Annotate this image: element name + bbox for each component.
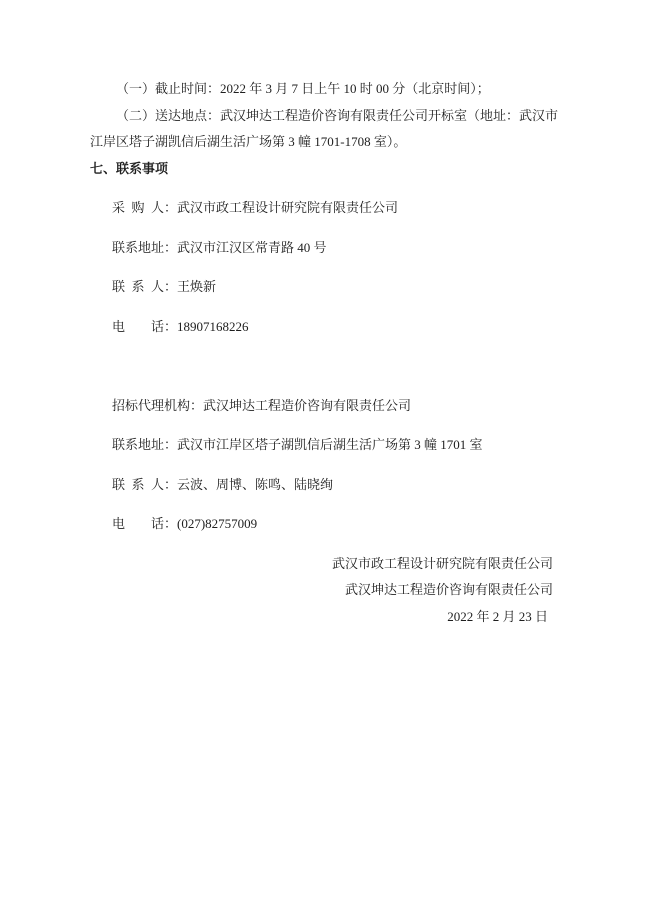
purchaser-contact-block [90, 195, 560, 340]
address-value: 武汉市江岸区塔子湖凯信后湖生活广场第 3 幢 1701 室 [177, 437, 483, 452]
phone-label: 电话 [112, 516, 164, 531]
signature-agency: 武汉坤达工程造价咨询有限责任公司 [344, 582, 553, 597]
purchaser-label: 采购人 [112, 200, 164, 215]
purchaser-value: 武汉市政工程设计研究院有限责任公司 [177, 200, 399, 215]
contact-person-label: 联系人 [112, 476, 164, 492]
agency-contact-block [90, 393, 560, 538]
agency-value: 武汉坤达工程造价咨询有限责任公司 [203, 397, 412, 413]
purchaser-phone-row [112, 314, 560, 341]
signature-purchaser: 武汉市政工程设计研究院有限责任公司 [331, 555, 553, 571]
deadline-item: （一）截止时间：2022 年 3 月 7 日上午 10 时 00 分（北京时间）； [116, 81, 490, 96]
signature-block [90, 551, 560, 631]
agency-contact-person-row [112, 472, 560, 499]
colon: ： [164, 200, 178, 215]
colon: ： [164, 279, 178, 294]
phone-label: 电话 [112, 318, 164, 334]
colon: ： [164, 437, 178, 452]
delivery-item-line1: （二）送达地点：武汉坤达工程造价咨询有限责任公司开标室（地址：武汉市 [116, 107, 559, 123]
colon: ： [164, 516, 178, 531]
contact-person-value: 云波、周博、陈鸣、陆晓绚 [177, 476, 334, 492]
delivery-item-line2: 江岸区塔子湖凯信后湖生活广场第 3 幢 1701-1708 室）。 [90, 134, 407, 149]
colon: ： [164, 476, 178, 492]
address-label: 联系地址 [112, 437, 165, 452]
colon: ： [190, 397, 204, 413]
address-label: 联系地址 [112, 239, 165, 255]
agency-label: 招标代理机构 [112, 397, 191, 413]
contact-person-label: 联系人 [112, 279, 164, 294]
signature-date: 2022 年 2 月 23 日 [447, 608, 548, 624]
colon: ： [164, 318, 178, 334]
phone-value: 18907168226 [177, 318, 249, 334]
colon: ： [164, 239, 178, 255]
agency-address-row [112, 432, 560, 459]
contact-person-value: 王焕新 [177, 279, 217, 294]
agency-phone-row [112, 511, 560, 538]
address-value: 武汉市江汉区常青路 40 号 [177, 239, 327, 255]
purchaser-row [112, 195, 560, 222]
phone-value: (027)82757009 [177, 516, 258, 531]
spacer [90, 353, 560, 380]
purchaser-address-row [112, 235, 560, 262]
agency-row [112, 393, 560, 420]
section-heading: 七、联系事项 [90, 160, 169, 176]
purchaser-contact-person-row [112, 274, 560, 301]
